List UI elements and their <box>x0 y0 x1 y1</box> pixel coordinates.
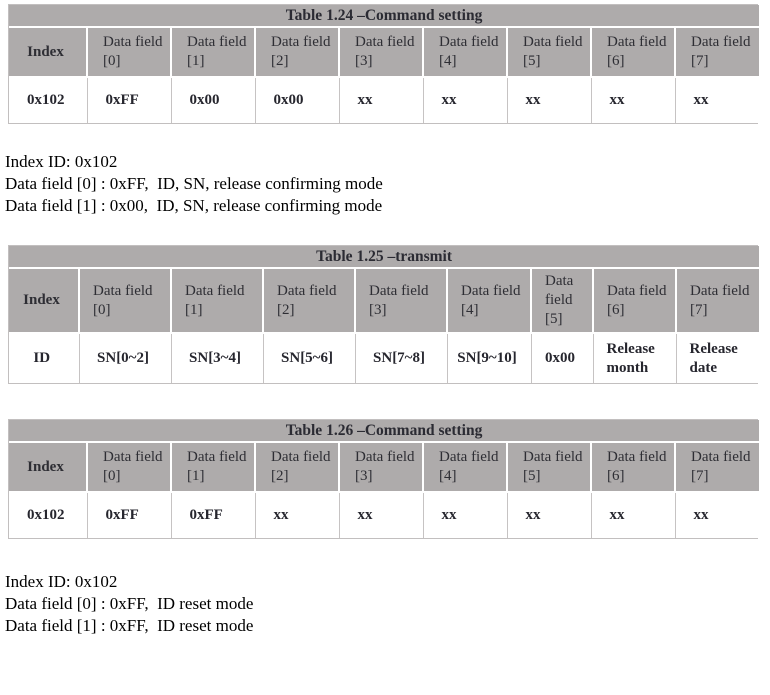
document-page <box>0 4 770 695</box>
data-cell: 0xFF <box>87 77 171 123</box>
data-cell: xx <box>507 492 591 538</box>
column-header: Data field [3] <box>355 268 447 333</box>
column-header: Data field [4] <box>423 27 507 77</box>
data-cell: 0xFF <box>87 492 171 538</box>
column-header: Data field [3] <box>339 442 423 492</box>
data-cell: Release month <box>593 333 676 383</box>
table-1-26 <box>9 420 759 538</box>
note-line: Index ID: 0x102 <box>5 152 118 171</box>
index-column-header: Index <box>9 442 87 492</box>
notes-table-1-24 <box>5 151 770 217</box>
index-cell: 0x102 <box>9 492 87 538</box>
column-header: Data field [1] <box>171 442 255 492</box>
data-cell: Release date <box>676 333 759 383</box>
column-header: Data field [5] <box>507 442 591 492</box>
table-row <box>9 333 759 383</box>
data-cell: xx <box>339 492 423 538</box>
data-cell: xx <box>675 492 759 538</box>
column-header: Data field [0] <box>79 268 171 333</box>
note-line: Data field [1] : 0xFF, ID reset mode <box>5 616 254 635</box>
data-cell: SN[3~4] <box>171 333 263 383</box>
column-header: Data field [0] <box>87 27 171 77</box>
index-column-header: Index <box>9 268 79 333</box>
column-header: Data field [3] <box>339 27 423 77</box>
data-cell: xx <box>675 77 759 123</box>
data-cell: xx <box>423 492 507 538</box>
column-header: Data field [5] <box>531 268 593 333</box>
note-line: Data field [0] : 0xFF, ID, SN, release confirming mode <box>5 174 383 193</box>
column-header: Data field [7] <box>675 442 759 492</box>
data-cell: 0x00 <box>531 333 593 383</box>
index-column-header: Index <box>9 27 87 77</box>
index-cell: ID <box>9 333 79 383</box>
data-cell: xx <box>423 77 507 123</box>
notes-table-1-26 <box>5 571 770 637</box>
note-line: Index ID: 0x102 <box>5 572 118 591</box>
column-header: Data field [4] <box>423 442 507 492</box>
data-cell: 0x00 <box>171 77 255 123</box>
table-command-setting-1-26 <box>8 419 758 539</box>
data-cell: xx <box>255 492 339 538</box>
data-cell: SN[5~6] <box>263 333 355 383</box>
table-title: Table 1.24 –Command setting <box>9 5 759 27</box>
column-header: Data field [6] <box>593 268 676 333</box>
data-cell: xx <box>339 77 423 123</box>
table-row <box>9 492 759 538</box>
column-header: Data field [7] <box>675 27 759 77</box>
column-header: Data field [2] <box>255 442 339 492</box>
column-header: Data field [5] <box>507 27 591 77</box>
data-cell: 0xFF <box>171 492 255 538</box>
data-cell: 0x00 <box>255 77 339 123</box>
data-cell: SN[9~10] <box>447 333 531 383</box>
table-1-25 <box>9 246 759 383</box>
note-line: Data field [0] : 0xFF, ID reset mode <box>5 594 254 613</box>
column-header: Data field [4] <box>447 268 531 333</box>
data-cell: SN[0~2] <box>79 333 171 383</box>
data-cell: xx <box>507 77 591 123</box>
table-title: Table 1.25 –transmit <box>9 246 759 268</box>
data-cell: xx <box>591 77 675 123</box>
column-header: Data field [7] <box>676 268 759 333</box>
table-title: Table 1.26 –Command setting <box>9 420 759 442</box>
table-command-setting-1-24 <box>8 4 758 124</box>
column-header: Data field [6] <box>591 27 675 77</box>
table-1-24 <box>9 5 759 123</box>
column-header: Data field [6] <box>591 442 675 492</box>
column-header: Data field [1] <box>171 27 255 77</box>
table-transmit-1-25 <box>8 245 758 384</box>
index-cell: 0x102 <box>9 77 87 123</box>
note-line: Data field [1] : 0x00, ID, SN, release confirming mode <box>5 196 383 215</box>
data-cell: xx <box>591 492 675 538</box>
table-row <box>9 77 759 123</box>
column-header: Data field [0] <box>87 442 171 492</box>
column-header: Data field [2] <box>263 268 355 333</box>
column-header: Data field [2] <box>255 27 339 77</box>
data-cell: SN[7~8] <box>355 333 447 383</box>
column-header: Data field [1] <box>171 268 263 333</box>
